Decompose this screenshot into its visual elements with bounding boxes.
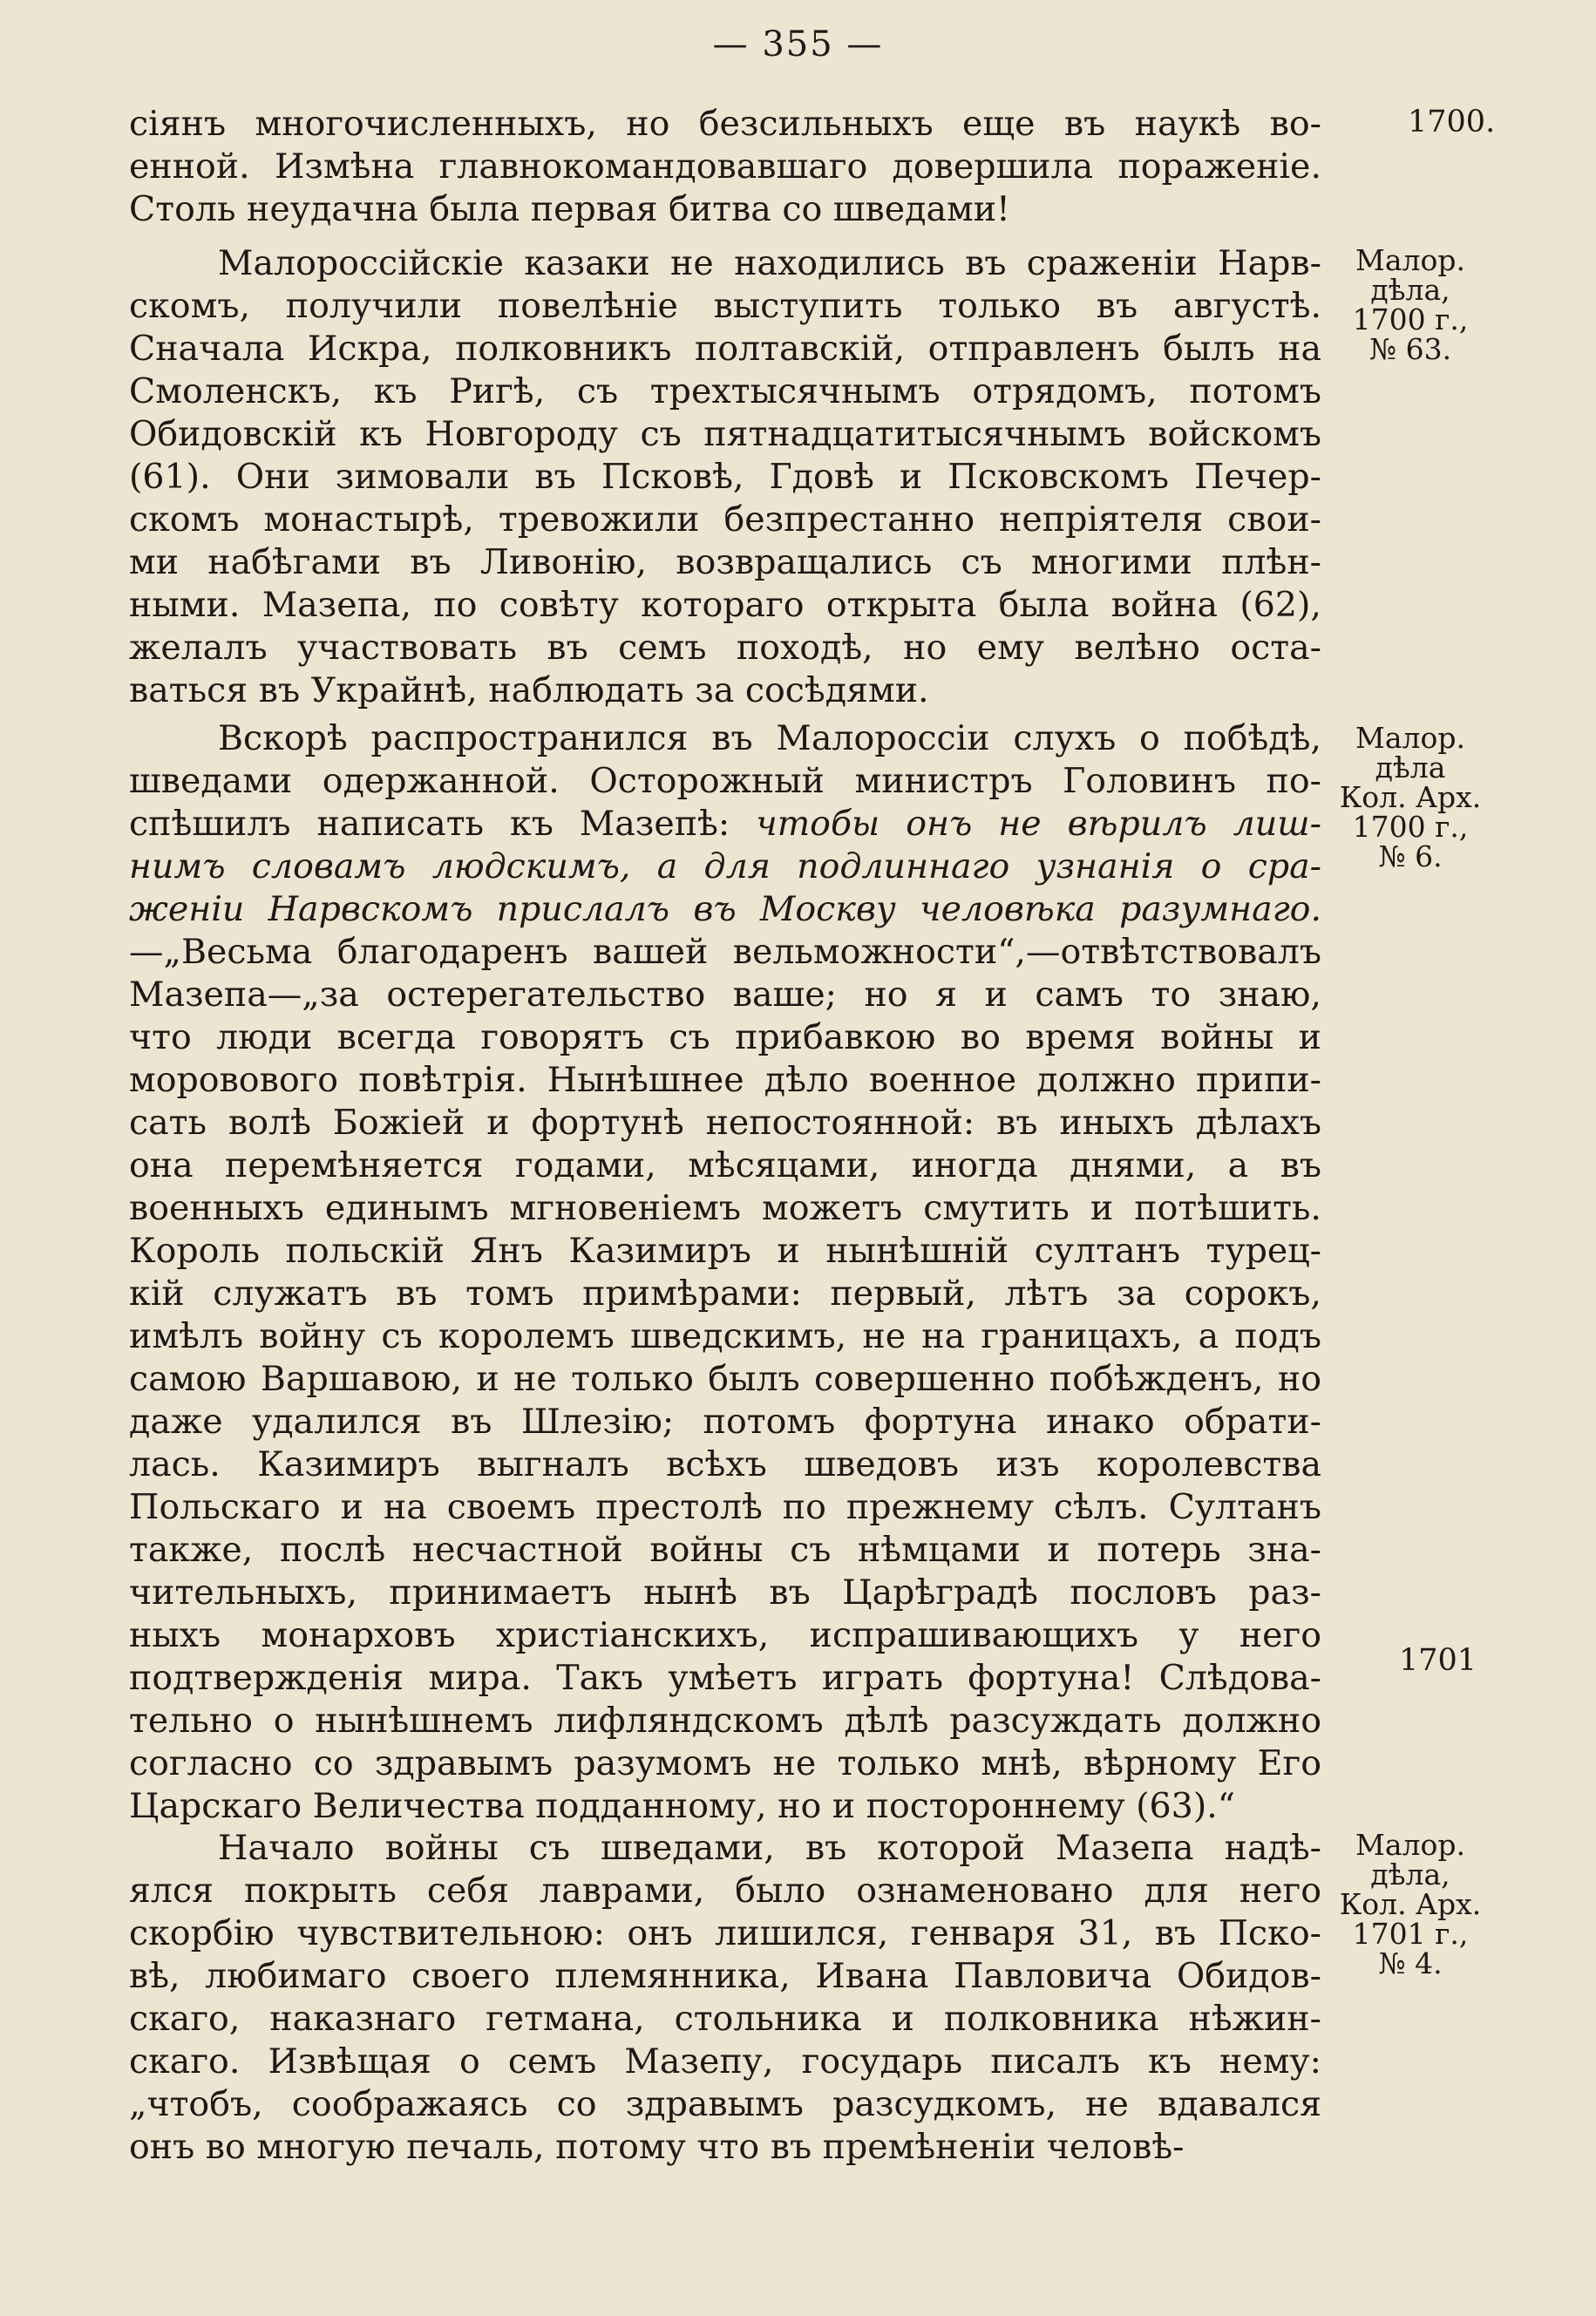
margin-note-line: Малор.	[1355, 243, 1465, 277]
text-line: Обидовскій къ Новгороду съ пятнадцатитысячнымъ войскомъ	[129, 414, 1321, 454]
text-line: скаго, наказнаго гетмана, стольника и полковника нѣжин-	[129, 1999, 1321, 2039]
text-line: онъ во многую печаль, потому что въ премѣненіи человѣ-	[129, 2127, 1185, 2167]
text-line: женіи Нарвскомъ прислалъ въ Москву человѣка разумнаго.	[129, 889, 1321, 929]
text-line: Столь неудачна была первая битва со шведами!	[129, 189, 1010, 229]
text-line: нимъ словамъ людскимъ, а для подлиннаго узнанія о сра-	[129, 846, 1321, 886]
text-line: желалъ участвовать въ семъ походѣ, но ему велѣно оста-	[129, 628, 1321, 668]
text-line: даже удалился въ Шлезію; потомъ фортуна инако обрати-	[129, 1402, 1321, 1442]
text-line: скомъ, получили повелѣніе выступить только въ августѣ.	[129, 286, 1321, 326]
margin-note-line: дѣла,	[1370, 273, 1450, 307]
text-line: лась. Казимиръ выгналъ всѣхъ шведовъ изъ королевства	[129, 1444, 1321, 1484]
paragraph	[129, 103, 1321, 231]
text-line: ялся покрыть себя лаврами, было ознаменовано для него	[129, 1871, 1321, 1911]
text-line: (61). Они зимовали въ Псковѣ, Гдовѣ и Псковскомъ Печер-	[129, 457, 1321, 497]
text-line: Мазепа—„за остерегательство ваше; но я и самъ то знаю,	[129, 975, 1321, 1015]
text-line: скаго. Извѣщая о семъ Мазепу, государь писалъ къ нему:	[129, 2041, 1321, 2082]
margin-note-line: дѣла,	[1370, 1858, 1450, 1892]
text-line: ныхъ монарховъ христіанскихъ, испрашивающихъ у него	[129, 1615, 1321, 1655]
text-line: имѣлъ войну съ королемъ шведскимъ, не на границахъ, а подъ	[129, 1316, 1321, 1356]
text-line: вѣ, любимаго своего племянника, Ивана Павловича Обидов-	[129, 1956, 1321, 1996]
text-line: тельно о нынѣшнемъ лифляндскомъ дѣлѣ разсуждать должно	[129, 1701, 1321, 1741]
text-line: „чтобъ, соображаясь со здравымъ разсудкомъ, не вдавался	[129, 2084, 1321, 2124]
margin-note-line: № 6.	[1378, 839, 1443, 873]
text-run: спѣшилъ написать къ Мазепѣ:	[129, 804, 757, 844]
text-line: скорбію чувствительною: онъ лишился, генваря 31, въ Пско-	[129, 1913, 1321, 1953]
margin-note-line: Кол. Арх.	[1339, 780, 1482, 814]
margin-note-line: № 4.	[1378, 1946, 1443, 1980]
text-line: сіянъ многочисленныхъ, но безсильныхъ еще въ наукѣ во-	[129, 104, 1321, 144]
margin-reference-note	[1323, 723, 1498, 872]
text-line: сать волѣ Божіей и фортунѣ непостоянной: въ иныхъ дѣлахъ	[129, 1103, 1321, 1143]
text-line: —„Весьма благодаренъ вашей вельможности“,—отвѣтствовалъ	[129, 932, 1321, 972]
italic-text-run: чтобы онъ не вѣрилъ лиш-	[756, 804, 1321, 844]
paragraph	[129, 1827, 1321, 2169]
text-line: она перемѣняется годами, мѣсяцами, иногда днями, а въ	[129, 1145, 1321, 1185]
text-line: чительныхъ, принимаетъ нынѣ въ Царѣградѣ пословъ раз-	[129, 1572, 1321, 1613]
text-line: скомъ монастырѣ, тревожили безпрестанно непріятеля свои-	[129, 499, 1321, 540]
margin-note-line: 1700 г.,	[1352, 302, 1469, 336]
text-line: также, послѣ несчастной войны съ нѣмцами и потерь зна-	[129, 1530, 1321, 1570]
text-line: кій служатъ въ томъ примѣрами: первый, лѣтъ за сорокъ,	[129, 1273, 1321, 1314]
text-line: ваться въ Украйнѣ, наблюдать за сосѣдями.	[129, 670, 929, 710]
text-line: Смоленскъ, къ Ригѣ, съ трехтысячнымъ отрядомъ, потомъ	[129, 371, 1321, 411]
text-line	[129, 803, 1321, 846]
margin-note-line: Кол. Арх.	[1339, 1887, 1482, 1921]
text-line: подтвержденія мира. Такъ умѣетъ играть фортуна! Слѣдова-	[129, 1658, 1321, 1698]
text-line: самою Варшавою, и не только былъ совершенно побѣжденъ, но	[129, 1359, 1321, 1399]
text-line: согласно со здравымъ разумомъ не только мнѣ, вѣрному Его	[129, 1743, 1321, 1783]
text-line: Начало войны съ шведами, въ которой Мазепа надѣ-	[218, 1828, 1321, 1868]
margin-reference-note	[1323, 1830, 1498, 1979]
text-line: енной. Измѣна главнокомандовавшаго довершила пораженіе.	[129, 146, 1321, 187]
margin-note-line: 1701 г.,	[1352, 1917, 1469, 1951]
text-line: Польскаго и на своемъ престолѣ по прежнему сѣлъ. Султанъ	[129, 1487, 1321, 1527]
text-line: ными. Мазепа, по совѣту котораго открыта была война (62),	[129, 585, 1321, 625]
text-line: Король польскій Янъ Казимиръ и нынѣшній султанъ турец-	[129, 1231, 1321, 1271]
paragraph	[129, 242, 1321, 712]
text-line: Сначала Искра, полковникъ полтавскій, отправленъ былъ на	[129, 329, 1321, 369]
text-line: что люди всегда говорятъ съ прибавкою во время войны и	[129, 1017, 1321, 1057]
margin-note-line: дѣла	[1375, 750, 1446, 784]
text-line: Царскаго Величества подданному, но и постороннему (63).“	[129, 1786, 1235, 1826]
text-line: ми набѣгами въ Ливонію, возвращались съ многими плѣн-	[129, 542, 1321, 582]
text-line: Вскорѣ распространился въ Малороссіи слухъ о побѣдѣ,	[218, 718, 1321, 758]
text-line: военныхъ единымъ мгновеніемъ можетъ смутить и потѣшить.	[129, 1188, 1321, 1228]
margin-note-line: Малор.	[1355, 1828, 1465, 1862]
margin-note-line: № 63.	[1368, 332, 1452, 366]
margin-year: 1701	[1399, 1643, 1477, 1678]
text-line: шведами одержанной. Осторожный министръ Головинъ по-	[129, 761, 1321, 801]
text-line: моровового повѣтрія. Нынѣшнее дѣло военное должно припи-	[129, 1060, 1321, 1100]
page-number: — 355 —	[712, 24, 884, 65]
margin-note-line: 1700 г.,	[1352, 810, 1469, 844]
text-line: Малороссійскіе казаки не находились въ сраженіи Нарв-	[218, 243, 1321, 283]
margin-reference-note	[1323, 243, 1498, 366]
margin-year: 1700.	[1408, 105, 1496, 139]
paragraph	[129, 717, 1321, 1828]
margin-note-line: Малор.	[1355, 721, 1465, 755]
